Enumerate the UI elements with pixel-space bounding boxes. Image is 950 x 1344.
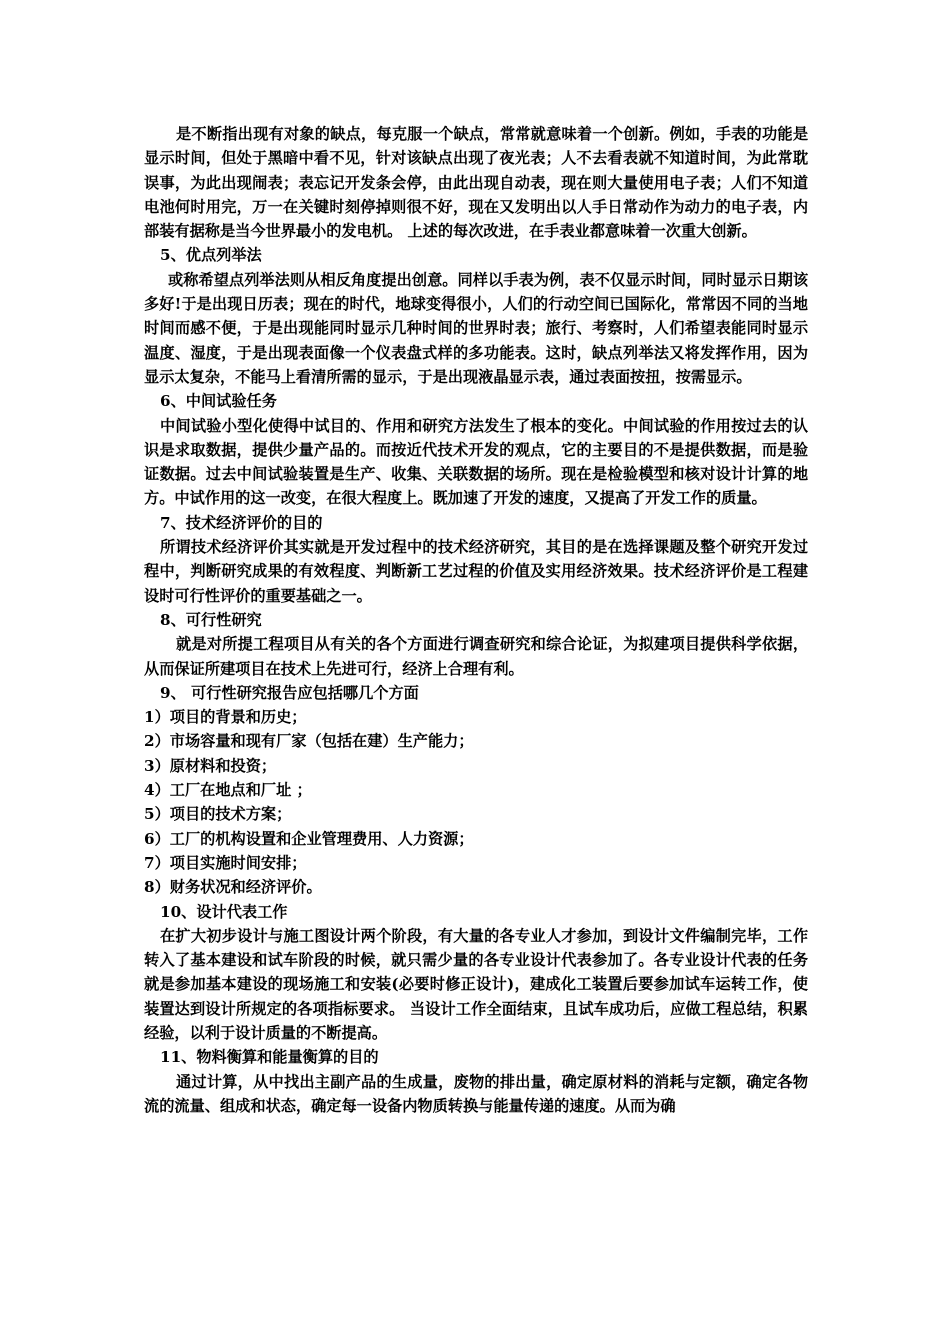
list-item: 2）市场容量和现有厂家（包括在建）生产能力； xyxy=(144,732,474,751)
paragraph: 通过计算，从中找出主副产品的生成量，废物的排出量，确定原材料的消耗与定额，确定各物流的流量、组成和状态，确定每一设备内物质转换与能量传递的速度。从而为确 xyxy=(144,1072,808,1115)
paragraph: 或称希望点列举法则从相反角度提出创意。同样以手表为例，表不仅显示时间，同时显示日期该多好!于是出现日历表；现在的时代，地球变得很小，人们的行动空间已国际化，常常因不同的当地时间而感不便，于是出现能同时显示几种时间的世界时表；旅行、考察时，人们希望表能同时显示温度、湿度，于是出现表面像一个仪表盘式样的多功能表。这时，缺点列举法又将发挥作用，因为显示太复杂，不能马上看清所需的显示，于是出现液晶显示表，通过表面按扭，按需显示。 xyxy=(144,270,808,386)
paragraph: 中间试验小型化使得中试目的、作用和研究方法发生了根本的变化。中间试验的作用按过去的认识是求取数据，提供少量产品的。而按近代技术开发的观点，它的主要目的不是提供数据，而是验证数据。过去中间试验装置是生产、收集、关联数据的场所。现在是检验模型和核对设计计算的地方。中试作用的这一改变，在很大程度上。既加速了开发的速度，又提高了开发工作的质量。 xyxy=(144,416,808,508)
section-heading: 11、物料衡算和能量衡算的目的 xyxy=(160,1048,379,1067)
paragraph: 是不断指出现有对象的缺点，每克服一个缺点，常常就意味着一个创新。例如，手表的功能是显示时间，但处于黑暗中看不见，针对该缺点出现了夜光表；人不去看表就不知道时间，为此常耽误事，为此出现闹表；表忘记开发条会停，由此出现自动表，现在则大量使用电子表；人们不知道电池何时用完，万一在关键时刻停掉则很不好，现在又发明出以人手日常动作为动力的电子表，内部装有据称是当今世界最小的发电机。 上述的每次改进，在手表业都意味着一次重大创新。 xyxy=(144,125,808,241)
section-heading: 5、优点列举法 xyxy=(160,246,262,265)
section-heading: 10、设计代表工作 xyxy=(160,902,288,921)
list-item: 3）原材料和投资； xyxy=(144,756,277,775)
list-item: 6）工厂的机构设置和企业管理费用、人力资源； xyxy=(144,829,474,848)
list-item: 1）项目的背景和历史； xyxy=(144,708,307,727)
list-item: 7）项目实施时间安排； xyxy=(144,853,307,872)
paragraph: 就是对所提工程项目从有关的各个方面进行调查研究和综合论证，为拟建项目提供科学依据，从而保证所建项目在技术上先进可行，经济上合理有利。 xyxy=(144,635,808,678)
paragraph: 在扩大初步设计与施工图设计两个阶段，有大量的各专业人才参加，到设计文件编制完毕，工作转入了基本建设和试车阶段的时候，就只需少量的各专业设计代表参加了。各专业设计代表的任务就是参加基本建设的现场施工和安装(必要时修正设计)，建成化工装置后要参加试车运转工作，使装置达到设计所规定的各项指标要求。 当设计工作全面结束，且试车成功后，应做工程总结，积累经验，以利于设计质量的不断提高。 xyxy=(144,926,808,1042)
list-item: 4）工厂在地点和厂址 ； xyxy=(144,781,312,800)
section-heading: 7、技术经济评价的目的 xyxy=(160,513,323,532)
list-item: 8）财务状况和经济评价。 xyxy=(144,878,322,897)
list-item: 5）项目的技术方案； xyxy=(144,805,292,824)
paragraph: 所谓技术经济评价其实就是开发过程中的技术经济研究，其目的是在选择课题及整个研究开发过程中，判断研究成果的有效程度、判断新工艺过程的价值及实用经济效果。技术经济评价是工程建设时可行性评价的重要基础之一。 xyxy=(144,538,808,605)
section-heading: 8、可行性研究 xyxy=(160,610,262,629)
section-heading: 9、 可行性研究报告应包括哪几个方面 xyxy=(160,683,419,702)
section-heading: 6、中间试验任务 xyxy=(160,392,277,411)
document-body xyxy=(144,122,808,1118)
